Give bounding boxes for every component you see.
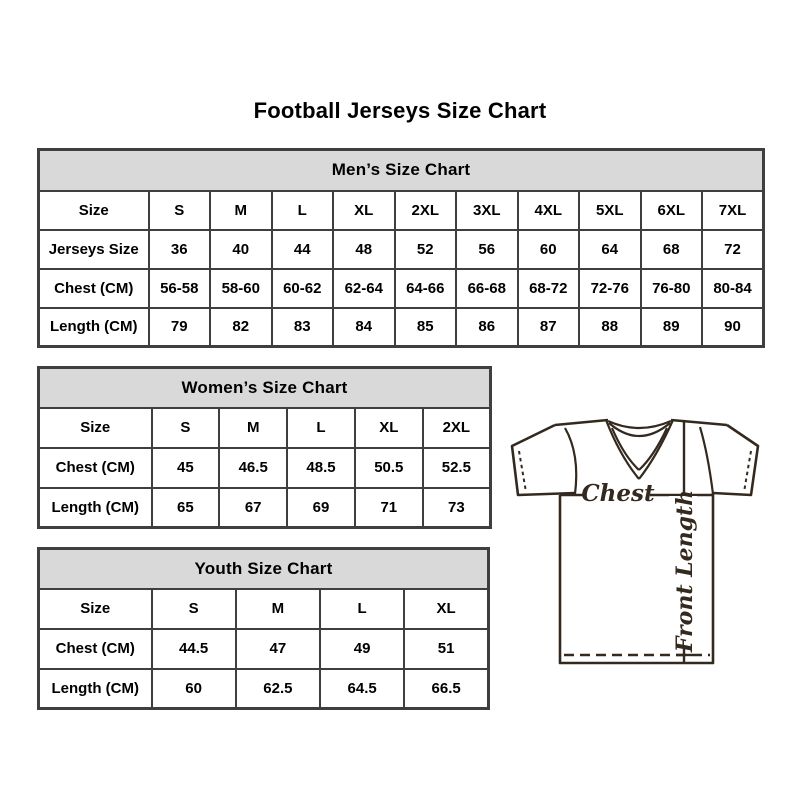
size-cell: 52 (395, 230, 457, 269)
size-cell: XL (404, 589, 488, 629)
size-cell: 51 (404, 629, 488, 669)
size-cell: 76-80 (641, 269, 703, 308)
size-cell: 87 (518, 308, 580, 347)
jersey-measurement-diagram (498, 404, 772, 676)
mens-table (37, 148, 765, 348)
size-cell: S (152, 408, 220, 448)
table-row (39, 448, 491, 488)
jersey-outline-svg (498, 404, 772, 676)
size-cell: 83 (272, 308, 334, 347)
size-cell: 45 (152, 448, 220, 488)
row-label: Size (39, 191, 149, 230)
size-cell: L (320, 589, 404, 629)
size-cell: 88 (579, 308, 641, 347)
size-cell: 36 (149, 230, 211, 269)
size-cell: 79 (149, 308, 211, 347)
size-cell: 48 (333, 230, 395, 269)
size-cell: 60-62 (272, 269, 334, 308)
table-row (39, 191, 764, 230)
size-cell: 85 (395, 308, 457, 347)
jersey-seam-right (700, 427, 713, 494)
table-row (39, 269, 764, 308)
size-cell: 66-68 (456, 269, 518, 308)
table-row (39, 589, 489, 629)
row-label: Length (CM) (39, 308, 149, 347)
size-cell: 3XL (456, 191, 518, 230)
row-label: Chest (CM) (39, 629, 152, 669)
size-cell: 44.5 (152, 629, 236, 669)
table-title: Men’s Size Chart (39, 150, 764, 191)
row-label: Length (CM) (39, 669, 152, 709)
chest-label-group (581, 480, 655, 507)
size-cell: 7XL (702, 191, 764, 230)
mens-size-table (37, 148, 765, 348)
size-cell: 49 (320, 629, 404, 669)
size-cell: 82 (210, 308, 272, 347)
size-cell: 60 (152, 669, 236, 709)
size-cell: 62.5 (236, 669, 320, 709)
size-cell: 65 (152, 488, 220, 528)
womens-size-table (37, 366, 492, 529)
cuff-dashed-line-left (519, 451, 526, 492)
table-row (39, 629, 489, 669)
size-cell: S (152, 589, 236, 629)
row-label: Jerseys Size (39, 230, 149, 269)
size-cell: 58-60 (210, 269, 272, 308)
size-cell: L (272, 191, 334, 230)
size-cell: 50.5 (355, 448, 423, 488)
womens-table (37, 366, 492, 529)
table-row (39, 408, 491, 448)
chest-label: Chest (581, 480, 655, 507)
size-cell: 2XL (423, 408, 491, 448)
size-cell: L (287, 408, 355, 448)
size-cell: 68-72 (518, 269, 580, 308)
size-cell: M (210, 191, 272, 230)
table-row (39, 488, 491, 528)
size-cell: 64-66 (395, 269, 457, 308)
front-length-label-group (669, 490, 698, 653)
size-cell: 71 (355, 488, 423, 528)
size-cell: 72-76 (579, 269, 641, 308)
page-title: Football Jerseys Size Chart (253, 98, 547, 123)
youth-size-table (37, 547, 490, 710)
row-label: Size (39, 408, 152, 448)
size-cell: 69 (287, 488, 355, 528)
size-cell: 44 (272, 230, 334, 269)
jersey-collar (606, 420, 673, 479)
size-cell: 40 (210, 230, 272, 269)
youth-table (37, 547, 490, 710)
size-cell: 68 (641, 230, 703, 269)
jersey-seam-left (565, 428, 576, 494)
row-label: Length (CM) (39, 488, 152, 528)
front-length-label: Front Length (672, 489, 698, 653)
size-cell: 48.5 (287, 448, 355, 488)
size-cell: 47 (236, 629, 320, 669)
size-cell: 5XL (579, 191, 641, 230)
size-cell: 84 (333, 308, 395, 347)
cuff-dashed-line-right (744, 451, 751, 492)
table-row (39, 308, 764, 347)
size-cell: 66.5 (404, 669, 488, 709)
table-title: Women’s Size Chart (39, 368, 491, 408)
row-label: Chest (CM) (39, 269, 149, 308)
size-cell: 72 (702, 230, 764, 269)
size-cell: 89 (641, 308, 703, 347)
size-cell: 52.5 (423, 448, 491, 488)
size-cell: 2XL (395, 191, 457, 230)
size-cell: 86 (456, 308, 518, 347)
size-cell: 64 (579, 230, 641, 269)
size-cell: 90 (702, 308, 764, 347)
size-cell: 60 (518, 230, 580, 269)
size-cell: 67 (219, 488, 287, 528)
size-cell: 6XL (641, 191, 703, 230)
jersey-sleeve-right (713, 425, 758, 495)
size-cell: M (219, 408, 287, 448)
size-cell: 56 (456, 230, 518, 269)
size-cell: XL (333, 191, 395, 230)
size-cell: XL (355, 408, 423, 448)
table-row (39, 230, 764, 269)
row-label: Chest (CM) (39, 448, 152, 488)
table-row (39, 669, 489, 709)
jersey-shoulder-right (671, 420, 727, 425)
size-cell: 62-64 (333, 269, 395, 308)
row-label: Size (39, 589, 152, 629)
size-cell: S (149, 191, 211, 230)
size-cell: 73 (423, 488, 491, 528)
jersey-shoulder-left (555, 420, 608, 425)
size-cell: 56-58 (149, 269, 211, 308)
size-cell: 46.5 (219, 448, 287, 488)
table-title: Youth Size Chart (39, 549, 489, 589)
size-cell: 64.5 (320, 669, 404, 709)
size-cell: 80-84 (702, 269, 764, 308)
size-cell: M (236, 589, 320, 629)
size-cell: 4XL (518, 191, 580, 230)
